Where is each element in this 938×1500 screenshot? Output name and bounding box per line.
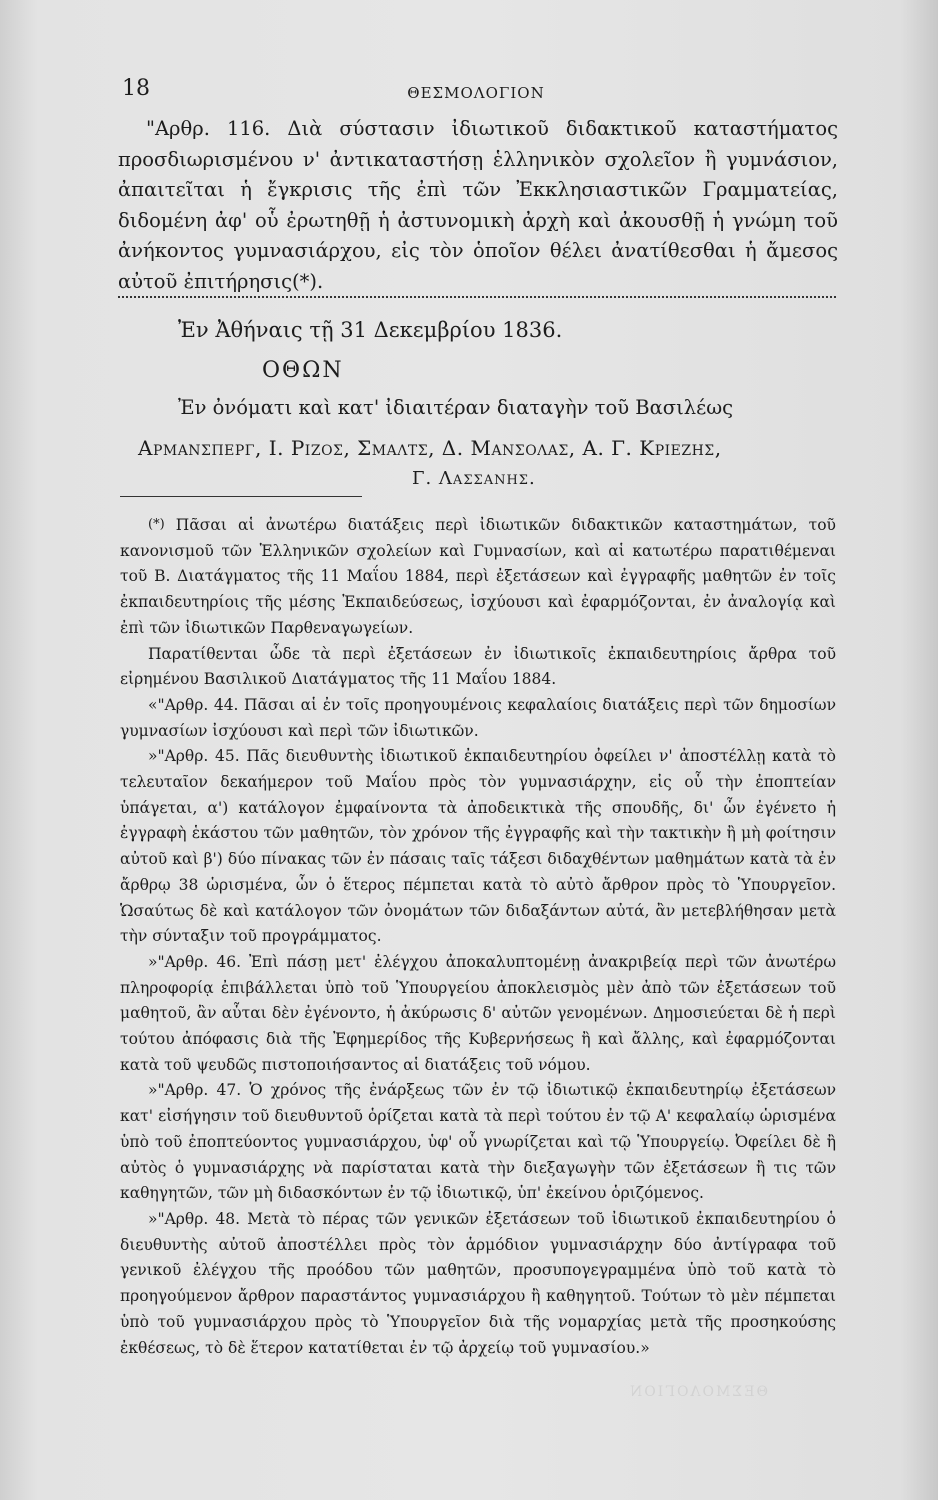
minister-last-signature: Γ. Λασσανης. [412, 468, 536, 489]
article-116-text: "Αρθρ. 116. Διὰ σύστασιν ἰδιωτικοῦ διδακτικοῦ καταστήματος προσδιωρισμένου ν' ἀντικαταστήσῃ ἑλληνικὸν σχολεῖον ἢ γυμνάσιον, ἀπαιτεῖται ἡ ἔγκρισις τῆς ἐπὶ τῶν Ἐκκλησιαστικῶν Γραμματείας, διδομένη ἀφ' οὗ ἐρωτηθῇ ἡ ἀστυνομικὴ ἀρχὴ καὶ ἀκουσθῇ ἡ γνώμη τοῦ ἀνήκοντος γυμνασιάρχου, εἰς τὸν ὁποῖον θέλει ἀνατίθεσθαι ἡ ἄμεσος αὐτοῦ ἐπιτήρησις(*). [118, 117, 838, 293]
footnote [120, 512, 836, 1361]
ellipsis-divider [118, 296, 836, 298]
footnote-paragraph: Παρατίθενται ὧδε τὰ περὶ ἐξετάσεων ἐν ἰδιωτικοῖς ἐκπαιδευτηρίοις ἄρθρα τοῦ εἰρημένου Βασιλικοῦ Διατάγματος τῆς 11 Μαΐου 1884. [120, 644, 836, 689]
footnote-article-47: »"Αρθρ. 47. Ὁ χρόνος τῆς ἐνάρξεως τῶν ἐν τῷ ἰδιωτικῷ ἐκπαιδευτηρίῳ ἐξετάσεων κατ' εἰσήγησιν τοῦ διευθυντοῦ ὁρίζεται κατὰ τὰ περὶ τούτου ἐν τῷ Α' κεφαλαίῳ ὡρισμένα ὑπὸ τοῦ ἐποπτεύοντος γυμνασιάρχου, ὑφ' οὗ γνωρίζεται καὶ τῷ Ὑπουργείῳ. Ὀφείλει δὲ ἢ αὐτὸς ὁ γυμνασιάρχης νὰ παρίσταται κατὰ τὴν διεξαγωγὴν τῶν ἐξετάσεων ἢ τις τῶν καθηγητῶν, τῶν μὴ διδασκόντων ἐν τῷ ἰδιωτικῷ, ὑπ' ἐκείνου ὁριζόμενος. [120, 1081, 836, 1203]
date-line: Ἐν Ἀθήναις τῇ 31 Δεκεμβρίου 1836. [178, 318, 563, 342]
footnote-paragraph-text: Πᾶσαι αἱ ἀνωτέρω διατάξεις περὶ ἰδιωτικῶν διδακτικῶν καταστημάτων, τοῦ κανονισμοῦ τῶν Ἑλληνικῶν σχολείων καὶ Γυμνασίων, καὶ αἱ κατωτέρω παρατιθέμεναι τοῦ Β. Διατάγματος τῆς 11 Μαΐου 1884, περὶ ἐξετάσεων καὶ ἐγγραφῆς μαθητῶν ἐν τοῖς ἐκπαιδευτηρίοις τῆς μέσης Ἐκπαιδεύσεως, ἰσχύουσι καὶ ἐφαρμόζονται, ἐν ἀναλογίᾳ καὶ ἐπὶ τῶν ἰδιωτικῶν Παρθεναγωγείων. [120, 516, 836, 637]
page-header [116, 76, 836, 106]
bleed-through-text: ΘΕΣΜΟΛΟΓΙΟΝ [628, 1384, 768, 1400]
footnote-marker: (*) [148, 517, 165, 532]
running-head: ΘΕΣΜΟΛΟΓΙΟΝ [407, 84, 545, 102]
ministers-signatures: Αρμανσπεργ, Ι. Ριζος, Σμαλτς, Δ. Μανσολας, Α. Γ. Κριεζης, [138, 436, 722, 460]
footnote-article-46: »"Αρθρ. 46. Ἐπὶ πάσῃ μετ' ἐλέγχου ἀποκαλυπτομένῃ ἀνακριβείᾳ περὶ τῶν ἀνωτέρω πληροφορίᾳ ἐπιβάλλεται ὑπὸ τοῦ Ὑπουργείου ἀποκλεισμὸς μὲν ἀπὸ τῶν ἐξετάσεων τοῦ μαθητοῦ, ἂν αὗται δὲν ἐγένοντο, ἡ ἀκύρωσις δ' αὐτῶν γενομένων. Δημοσιεύεται δὲ ἡ περὶ τούτου ἀπόφασις διὰ τῆς Ἐφημερίδος τῆς Κυβερνήσεως ἢ καὶ ἄλλης, καὶ ἐφαρμόζονται κατὰ τοῦ ψευδῶς πιστοποιήσαντος αἱ διατάξεις τοῦ νόμου. [120, 952, 836, 1074]
article-116 [118, 114, 838, 297]
footnote-paragraph [120, 512, 836, 642]
footnote-rule [120, 496, 362, 497]
footnote-article-45: »"Αρθρ. 45. Πᾶς διευθυντὴς ἰδιωτικοῦ ἐκπαιδευτηρίου ὀφείλει ν' ἀποστέλλῃ κατὰ τὸ τελευταῖον δεκαήμερον τοῦ Μαΐου πρὸς τὸν γυμνασιάρχην, εἰς οὗ τὴν ἐποπτείαν ὑπάγεται, α') κατάλογον ἐμφαίνοντα τὰ ἀποδεικτικὰ τῆς σπουδῆς, δι' ὧν ἐγένετο ἡ ἐγγραφὴ ἑκάστου τῶν μαθητῶν, τὸν χρόνον τῆς ἐγγραφῆς καὶ τὴν τακτικὴν ἢ μὴ φοίτησιν αὐτοῦ καὶ β') δύο πίνακας τῶν ἐν πάσαις ταῖς τάξεσι διδαχθέντων μαθημάτων κατὰ τὰ ἐν ἄρθρῳ 38 ὡρισμένα, ὧν ὁ ἕτερος πέμπεται κατὰ τὸ αὐτὸ ἄρθρον πρὸς τὸ Ὑπουργεῖον. Ὡσαύτως δὲ καὶ κατάλογον τῶν ὀνομάτων τῶν διδαξάντων αὐτά, ἂν μετεβλήθησαν μετὰ τὴν σύνταξιν τοῦ προγράμματος. [120, 747, 836, 946]
page-number: 18 [122, 76, 150, 101]
footnote-article-44: «"Αρθρ. 44. Πᾶσαι αἱ ἐν τοῖς προηγουμένοις κεφαλαίοις διατάξεις περὶ τῶν δημοσίων γυμνασίων ἰσχύουσι καὶ περὶ τῶν ἰδιωτικῶν. [120, 695, 836, 740]
footnote-article-48: »"Αρθρ. 48. Μετὰ τὸ πέρας τῶν γενικῶν ἐξετάσεων τοῦ ἰδιωτικοῦ ἐκπαιδευτηρίου ὁ διευθυντὴς αὐτοῦ ἀποστέλλει πρὸς τὸν ἁρμόδιον γυμνασιάρχην δύο ἀντίγραφα τοῦ γενικοῦ ἐλέγχου τῆς προόδου τῶν μαθητῶν, προσυπογεγραμμένα ὑπὸ τοῦ κατὰ τὸ προηγούμενον ἄρθρον παραστάντος γυμνασιάρχου ἢ καθηγητοῦ. Τούτων τὸ μὲν πέμπεται ὑπὸ τοῦ γυμνασιάρχου πρὸς τὸ Ὑπουργεῖον διὰ τῆς νομαρχίας μετὰ τῆς προσηκούσης ἐκθέσεως, τὸ δὲ ἕτερον κατατίθεται ἐν τῷ ἀρχείῳ τοῦ γυμνασίου.» [120, 1209, 836, 1357]
king-signature: ΟΘΩΝ [262, 358, 344, 383]
order-line: Ἐν ὀνόματι καὶ κατ' ἰδιαιτέραν διαταγὴν τοῦ Βασιλέως [178, 396, 734, 419]
